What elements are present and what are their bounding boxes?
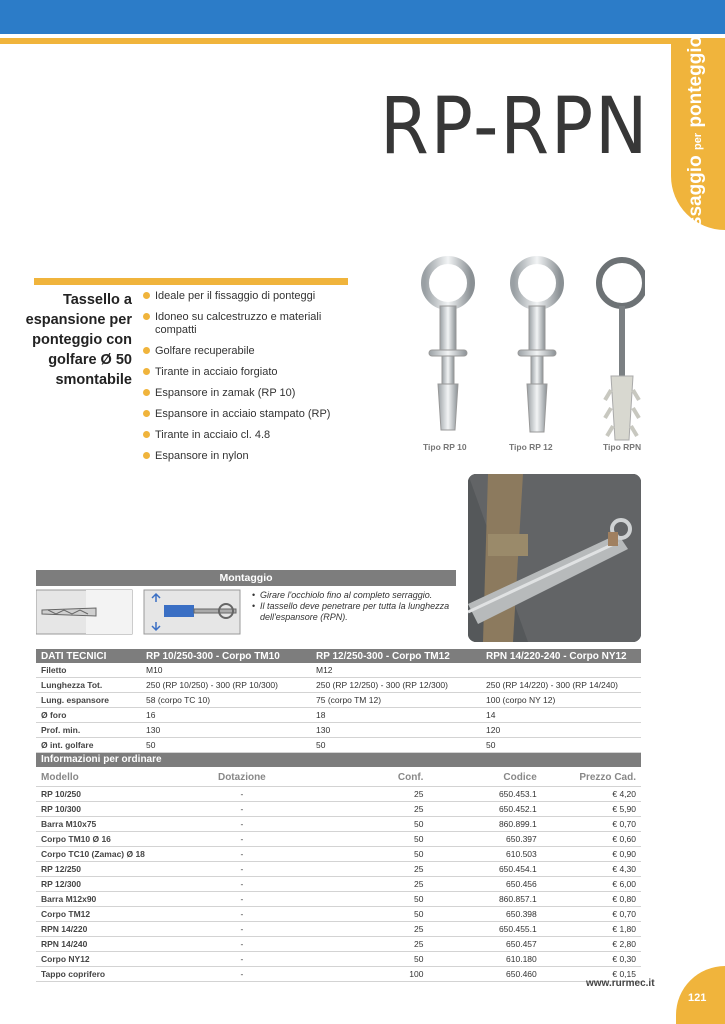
- table-row: Tappo coprifero - 100 650.460 € 0,15: [36, 967, 641, 982]
- caption-rp10: Tipo RP 10: [423, 442, 467, 452]
- table-row: Filetto M10 M12: [36, 663, 641, 678]
- rp10-anchor: [425, 260, 471, 430]
- tech-header: RPN 14/220-240 - Corpo NY12: [481, 649, 641, 663]
- installation-diagram: [36, 588, 246, 636]
- montaggio-step: • Girare l'occhiolo fino al completo serraggio.: [252, 590, 462, 601]
- tech-header: RP 12/250-300 - Corpo TM12: [311, 649, 481, 663]
- table-row: RP 12/300 - 25 650.456 € 6,00: [36, 877, 641, 892]
- table-row: Barra M12x90 - 50 860.857.1 € 0,80: [36, 892, 641, 907]
- feature-item: Tirante in acciaio cl. 4.8: [143, 429, 343, 442]
- table-row: RP 10/250 - 25 650.453.1 € 4,20: [36, 787, 641, 802]
- scaffold-anchor-photo: [468, 474, 641, 642]
- top-blue-bar: [0, 0, 725, 34]
- table-row: RP 12/250 - 25 650.454.1 € 4,30: [36, 862, 641, 877]
- side-category-tab: [671, 35, 725, 244]
- table-row: RPN 14/220 - 25 650.455.1 € 1,80: [36, 922, 641, 937]
- table-row: Lung. espansore 58 (corpo TC 10) 75 (corpo TM 12) 100 (corpo NY 12): [36, 693, 641, 708]
- feature-item: Espansore in nylon: [143, 450, 343, 463]
- caption-rp12: Tipo RP 12: [509, 442, 553, 452]
- table-row: Corpo TM12 - 50 650.398 € 0,70: [36, 907, 641, 922]
- product-subtitle: Tassello a espansione per ponteggio con golfare Ø 50 smontabile: [25, 292, 132, 388]
- feature-item: Golfare recuperabile: [143, 345, 343, 358]
- order-table: [36, 769, 641, 982]
- order-info-header: Informazioni per ordinare: [36, 753, 641, 767]
- feature-list: [143, 290, 343, 471]
- table-row: Ø int. golfare 50 50 50: [36, 738, 641, 753]
- table-row: Lunghezza Tot. 250 (RP 10/250) - 300 (RP 10/300) 250 (RP 12/250) - 300 (RP 12/300) 250 (RP 14/220) - 300 (RP 14/240): [36, 678, 641, 693]
- rpn-anchor: [599, 260, 645, 440]
- montaggio-header: Montaggio: [36, 570, 456, 586]
- table-row: Barra M10x75 - 50 860.899.1 € 0,70: [36, 817, 641, 832]
- top-gold-line: [0, 38, 725, 44]
- montaggio-steps: [252, 590, 462, 623]
- table-row: RPN 14/240 - 25 650.457 € 2,80: [36, 937, 641, 952]
- feature-item: Espansore in acciaio stampato (RP): [143, 408, 343, 421]
- order-rows: [36, 787, 641, 982]
- feature-item: Espansore in zamak (RP 10): [143, 387, 343, 400]
- table-row: Corpo NY12 - 50 610.180 € 0,30: [36, 952, 641, 967]
- table-row: RP 10/300 - 25 650.452.1 € 5,90: [36, 802, 641, 817]
- caption-rpn: Tipo RPN: [603, 442, 642, 452]
- order-header-row: Modello Dotazione Conf. Codice Prezzo Cad.: [36, 769, 641, 787]
- side-category-label: Fissaggio per ponteggio: [685, 35, 706, 244]
- tech-header-row: [36, 649, 641, 663]
- anchor-bolts-illustration: [415, 250, 645, 460]
- feature-item: Tirante in acciaio forgiato: [143, 366, 343, 379]
- tech-header: DATI TECNICI: [36, 649, 141, 663]
- application-photo: [468, 474, 641, 642]
- technical-data-table: [36, 649, 641, 753]
- tech-header: RP 10/250-300 - Corpo TM10: [141, 649, 311, 663]
- montaggio-step: • Il tassello deve penetrare per tutta la lunghezza dell'espansore (RPN).: [252, 601, 462, 623]
- section-gold-bar: [34, 278, 348, 285]
- feature-item: Idoneo su calcestruzzo e materiali compatti: [143, 311, 343, 337]
- montaggio-diagrams: [36, 588, 246, 636]
- rp12-anchor: [514, 260, 560, 432]
- table-row: Prof. min. 130 130 120: [36, 723, 641, 738]
- page-number-tab: [676, 966, 725, 1024]
- website-url[interactable]: www.rurmec.it: [586, 978, 655, 989]
- page-title: RP-RPN: [380, 82, 650, 172]
- table-row: Corpo TM10 Ø 16 - 50 650.397 € 0,60: [36, 832, 641, 847]
- feature-item: Ideale per il fissaggio di ponteggi: [143, 290, 343, 303]
- table-row: Corpo TC10 (Zamac) Ø 18 - 50 610.503 € 0,90: [36, 847, 641, 862]
- page-number: 121: [688, 992, 707, 1004]
- product-images: [415, 250, 645, 460]
- table-row: Ø foro 16 18 14: [36, 708, 641, 723]
